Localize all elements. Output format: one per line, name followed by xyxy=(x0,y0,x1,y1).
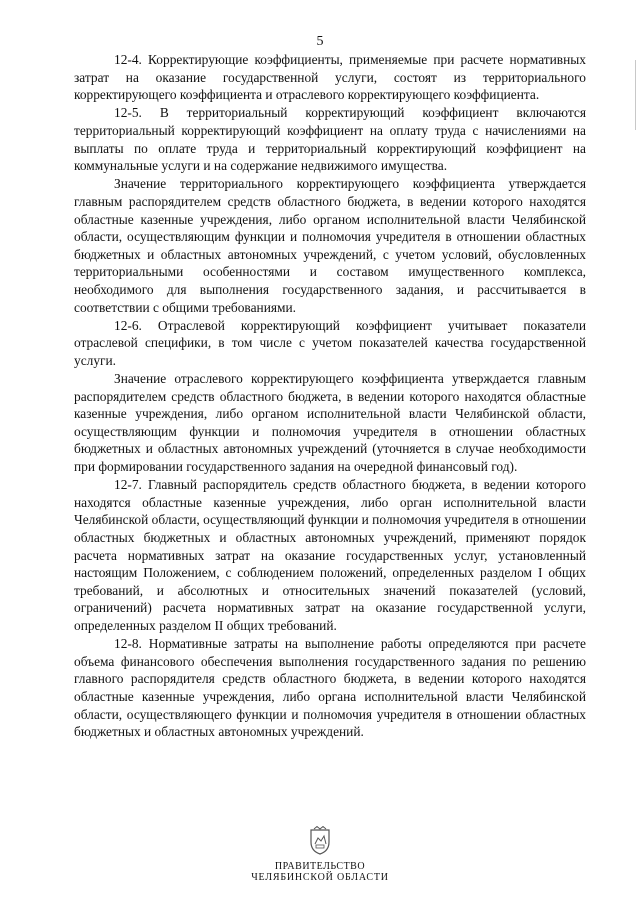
coat-of-arms-icon xyxy=(307,826,333,856)
paragraph-sectoral-coefficient-value: Значение отраслевого корректирующего коэффициента утверждается главным распорядителем средств областного бюджета, в ведении которого находятся областные казенные учреждения, либо органом исполнительной власти Челябинской области, осуществляющим функции и полномочия учредителя в отношении областных бюджетных и областных автономных учреждений (уточняется в случае необходимости при формировании государственного задания на очередной финансовый год). xyxy=(74,371,586,475)
paragraph-12-7: 12-7. Главный распорядитель средств областного бюджета, в ведении которого находятся областные казенные учреждения, либо орган исполнительной власти Челябинской области, осуществляющий функции и полномочия учредителя в отношении областных бюджетных и областных автономных учреждений, применяют порядок расчета нормативных затрат на оказание государственных услуг, установленный настоящим Положением, с соблюдением положений, определенных разделом I общих требований, и абсолютных и относительных значений показателей (условий, ограничений) расчета нормативных затрат на оказание государственной услуги, определенных разделом II общих требований. xyxy=(74,477,586,633)
paragraph-12-5: 12-5. В территориальный корректирующий коэффициент включаются территориальный корректирующий коэффициент на оплату труда с начислениями на выплаты по оплате труда и территориальный корректирующий коэффициент на коммунальные услуги и на содержание недвижимого имущества. xyxy=(74,105,586,174)
paragraph-territorial-coefficient-value: Значение территориального корректирующего коэффициента утверждается главным распорядителем средств областного бюджета, в ведении которого находятся областные казенные учреждения, либо органом исполнительной власти Челябинской области, осуществляющим функции и полномочия учредителя в отношении областных бюджетных и областных автономных учреждений, с учетом условий, обусловленных территориальными особенностями и составом имущественного комплекса, необходимого для выполнения государственного задания, и рассчитывается в соответствии с общими требованиями. xyxy=(74,176,586,315)
paragraph-12-6: 12-6. Отраслевой корректирующий коэффициент учитывает показатели отраслевой специфики, в том числе с учетом показателей качества государственной услуги. xyxy=(74,317,586,368)
document-body xyxy=(74,51,586,741)
government-stamp xyxy=(0,826,640,883)
scan-margin-mark xyxy=(635,60,636,130)
stamp-line-government: ПРАВИТЕЛЬСТВО xyxy=(274,861,366,872)
stamp-line-region: ЧЕЛЯБИНСКОЙ ОБЛАСТИ xyxy=(251,872,389,883)
paragraph-12-8: 12-8. Нормативные затраты на выполнение работы определяются при расчете объема финансового обеспечения выполнения государственного задания по решению главного распорядителя средств областного бюджета, в ведении которого находятся областные казенные учреждения, либо органа исполнительной власти Челябинской области, осуществляющего функции и полномочия учредителя в отношении областных бюджетных и областных автономных учреждений. xyxy=(74,636,586,740)
paragraph-12-4: 12-4. Корректирующие коэффициенты, применяемые при расчете нормативных затрат на оказание государственной услуги, состоят из территориального корректирующего коэффициента и отраслевого корректирующего коэффициента. xyxy=(74,52,586,103)
page-number: 5 xyxy=(316,34,324,49)
